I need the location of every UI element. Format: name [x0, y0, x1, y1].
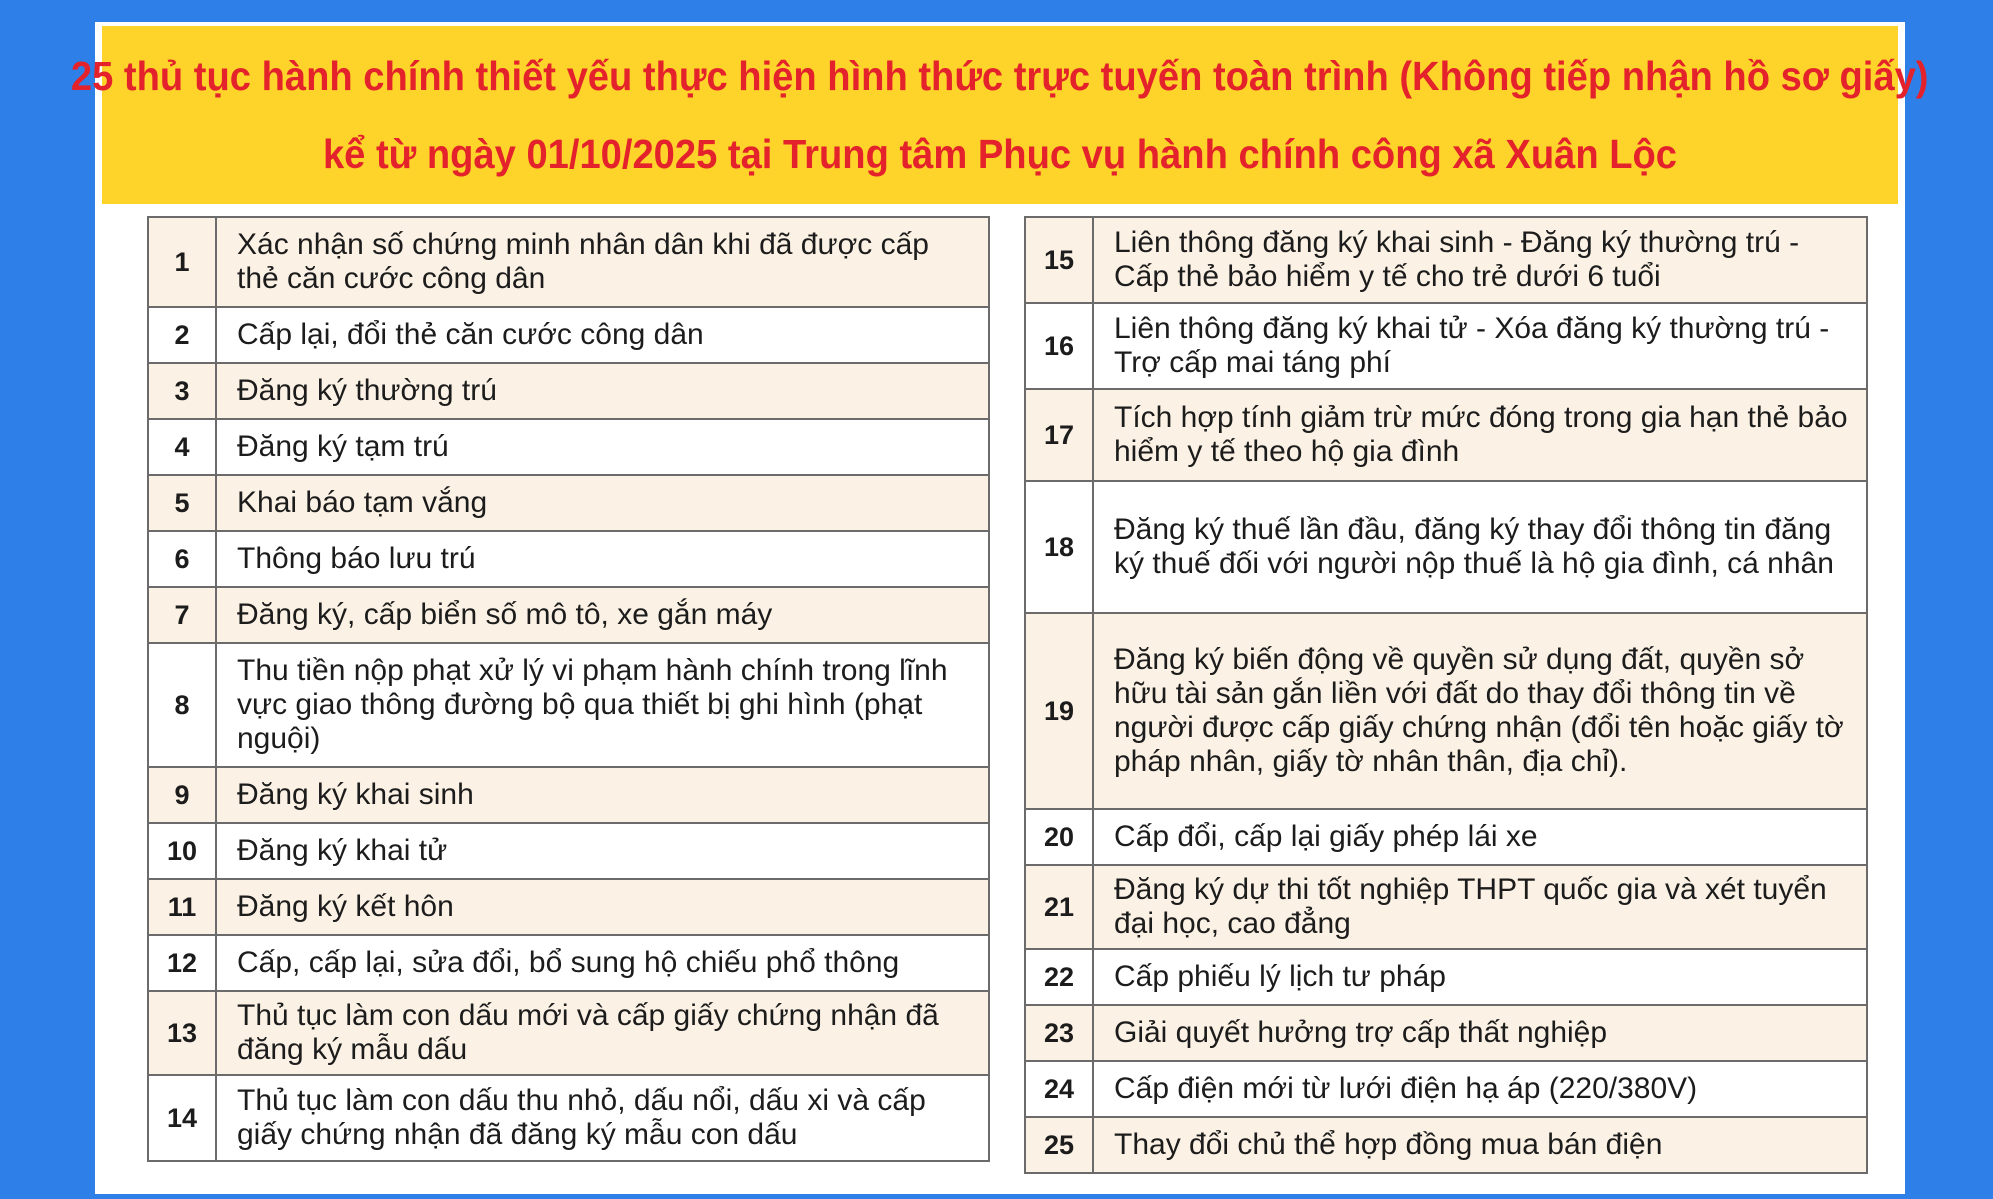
- procedure-name: Cấp đổi, cấp lại giấy phép lái xe: [1093, 809, 1867, 865]
- procedure-number: 17: [1025, 389, 1093, 481]
- procedure-row: [148, 1075, 989, 1161]
- procedure-row: [1025, 303, 1867, 389]
- procedure-name: Xác nhận số chứng minh nhân dân khi đã được cấp thẻ căn cước công dân: [216, 217, 989, 307]
- procedure-number: 16: [1025, 303, 1093, 389]
- procedure-name: Đăng ký, cấp biển số mô tô, xe gắn máy: [216, 587, 989, 643]
- procedure-number: 1: [148, 217, 216, 307]
- procedure-number: 11: [148, 879, 216, 935]
- procedure-name: Đăng ký dự thi tốt nghiệp THPT quốc gia và xét tuyển đại học, cao đẳng: [1093, 865, 1867, 949]
- title-line-1: 25 thủ tục hành chính thiết yếu thực hiện hình thức trực tuyến toàn trình (Không tiếp nhận hồ sơ giấy): [71, 53, 1929, 99]
- procedures-table-left: [147, 216, 990, 1162]
- procedure-name: Cấp, cấp lại, sửa đổi, bổ sung hộ chiếu phổ thông: [216, 935, 989, 991]
- procedure-name: Đăng ký biến động về quyền sử dụng đất, quyền sở hữu tài sản gắn liền với đất do thay đổi thông tin về người được cấp giấy chứng nhận (đổi tên hoặc giấy tờ pháp nhân, giấy tờ nhân thân, địa chỉ).: [1093, 613, 1867, 809]
- procedure-row: [148, 767, 989, 823]
- procedure-name: Giải quyết hưởng trợ cấp thất nghiệp: [1093, 1005, 1867, 1061]
- procedure-name: Thông báo lưu trú: [216, 531, 989, 587]
- procedure-number: 20: [1025, 809, 1093, 865]
- procedure-row: [148, 363, 989, 419]
- procedure-name: Cấp điện mới từ lưới điện hạ áp (220/380V): [1093, 1061, 1867, 1117]
- procedure-name: Đăng ký khai tử: [216, 823, 989, 879]
- procedure-number: 14: [148, 1075, 216, 1161]
- procedure-row: [148, 531, 989, 587]
- procedure-row: [1025, 217, 1867, 303]
- procedure-row: [1025, 613, 1867, 809]
- procedure-number: 21: [1025, 865, 1093, 949]
- procedure-number: 12: [148, 935, 216, 991]
- procedure-row: [148, 991, 989, 1075]
- procedure-number: 19: [1025, 613, 1093, 809]
- procedure-row: [148, 587, 989, 643]
- procedure-number: 6: [148, 531, 216, 587]
- procedure-row: [148, 475, 989, 531]
- procedure-row: [148, 879, 989, 935]
- procedure-row: [148, 823, 989, 879]
- procedure-row: [148, 217, 989, 307]
- procedure-name: Đăng ký tạm trú: [216, 419, 989, 475]
- procedure-number: 9: [148, 767, 216, 823]
- procedure-number: 3: [148, 363, 216, 419]
- procedure-name: Cấp lại, đổi thẻ căn cước công dân: [216, 307, 989, 363]
- procedure-name: Thủ tục làm con dấu thu nhỏ, dấu nổi, dấu xi và cấp giấy chứng nhận đã đăng ký mẫu con dấu: [216, 1075, 989, 1161]
- procedure-row: [1025, 949, 1867, 1005]
- procedure-number: 5: [148, 475, 216, 531]
- procedure-number: 10: [148, 823, 216, 879]
- procedure-number: 24: [1025, 1061, 1093, 1117]
- title-line-2: kể từ ngày 01/10/2025 tại Trung tâm Phục vụ hành chính công xã Xuân Lộc: [322, 131, 1678, 177]
- procedure-name: Đăng ký thuế lần đầu, đăng ký thay đổi thông tin đăng ký thuế đối với người nộp thuế là hộ gia đình, cá nhân: [1093, 481, 1867, 613]
- procedure-row: [148, 307, 989, 363]
- procedure-row: [1025, 389, 1867, 481]
- procedure-name: Thay đổi chủ thể hợp đồng mua bán điện: [1093, 1117, 1867, 1173]
- procedure-number: 23: [1025, 1005, 1093, 1061]
- procedure-name: Khai báo tạm vắng: [216, 475, 989, 531]
- procedure-row: [1025, 481, 1867, 613]
- procedure-number: 15: [1025, 217, 1093, 303]
- procedure-number: 22: [1025, 949, 1093, 1005]
- procedure-row: [1025, 1005, 1867, 1061]
- procedure-name: Đăng ký khai sinh: [216, 767, 989, 823]
- title-banner: [71, 26, 1929, 204]
- procedure-number: 18: [1025, 481, 1093, 613]
- procedure-name: Đăng ký kết hôn: [216, 879, 989, 935]
- procedure-number: 2: [148, 307, 216, 363]
- procedure-row: [1025, 809, 1867, 865]
- procedure-name: Liên thông đăng ký khai sinh - Đăng ký thường trú - Cấp thẻ bảo hiểm y tế cho trẻ dưới 6 tuổi: [1093, 217, 1867, 303]
- procedure-name: Liên thông đăng ký khai tử - Xóa đăng ký thường trú - Trợ cấp mai táng phí: [1093, 303, 1867, 389]
- procedure-name: Cấp phiếu lý lịch tư pháp: [1093, 949, 1867, 1005]
- procedure-number: 25: [1025, 1117, 1093, 1173]
- procedure-name: Đăng ký thường trú: [216, 363, 989, 419]
- procedure-number: 8: [148, 643, 216, 767]
- procedure-row: [1025, 1117, 1867, 1173]
- procedure-number: 13: [148, 991, 216, 1075]
- procedure-row: [1025, 865, 1867, 949]
- procedure-number: 4: [148, 419, 216, 475]
- procedure-row: [148, 643, 989, 767]
- procedure-row: [1025, 1061, 1867, 1117]
- procedure-number: 7: [148, 587, 216, 643]
- procedure-name: Thủ tục làm con dấu mới và cấp giấy chứng nhận đã đăng ký mẫu dấu: [216, 991, 989, 1075]
- procedure-row: [148, 419, 989, 475]
- procedure-name: Tích hợp tính giảm trừ mức đóng trong gia hạn thẻ bảo hiểm y tế theo hộ gia đình: [1093, 389, 1867, 481]
- procedure-row: [148, 935, 989, 991]
- procedure-name: Thu tiền nộp phạt xử lý vi phạm hành chính trong lĩnh vực giao thông đường bộ qua thiết bị ghi hình (phạt nguội): [216, 643, 989, 767]
- procedures-table-right: [1024, 216, 1868, 1174]
